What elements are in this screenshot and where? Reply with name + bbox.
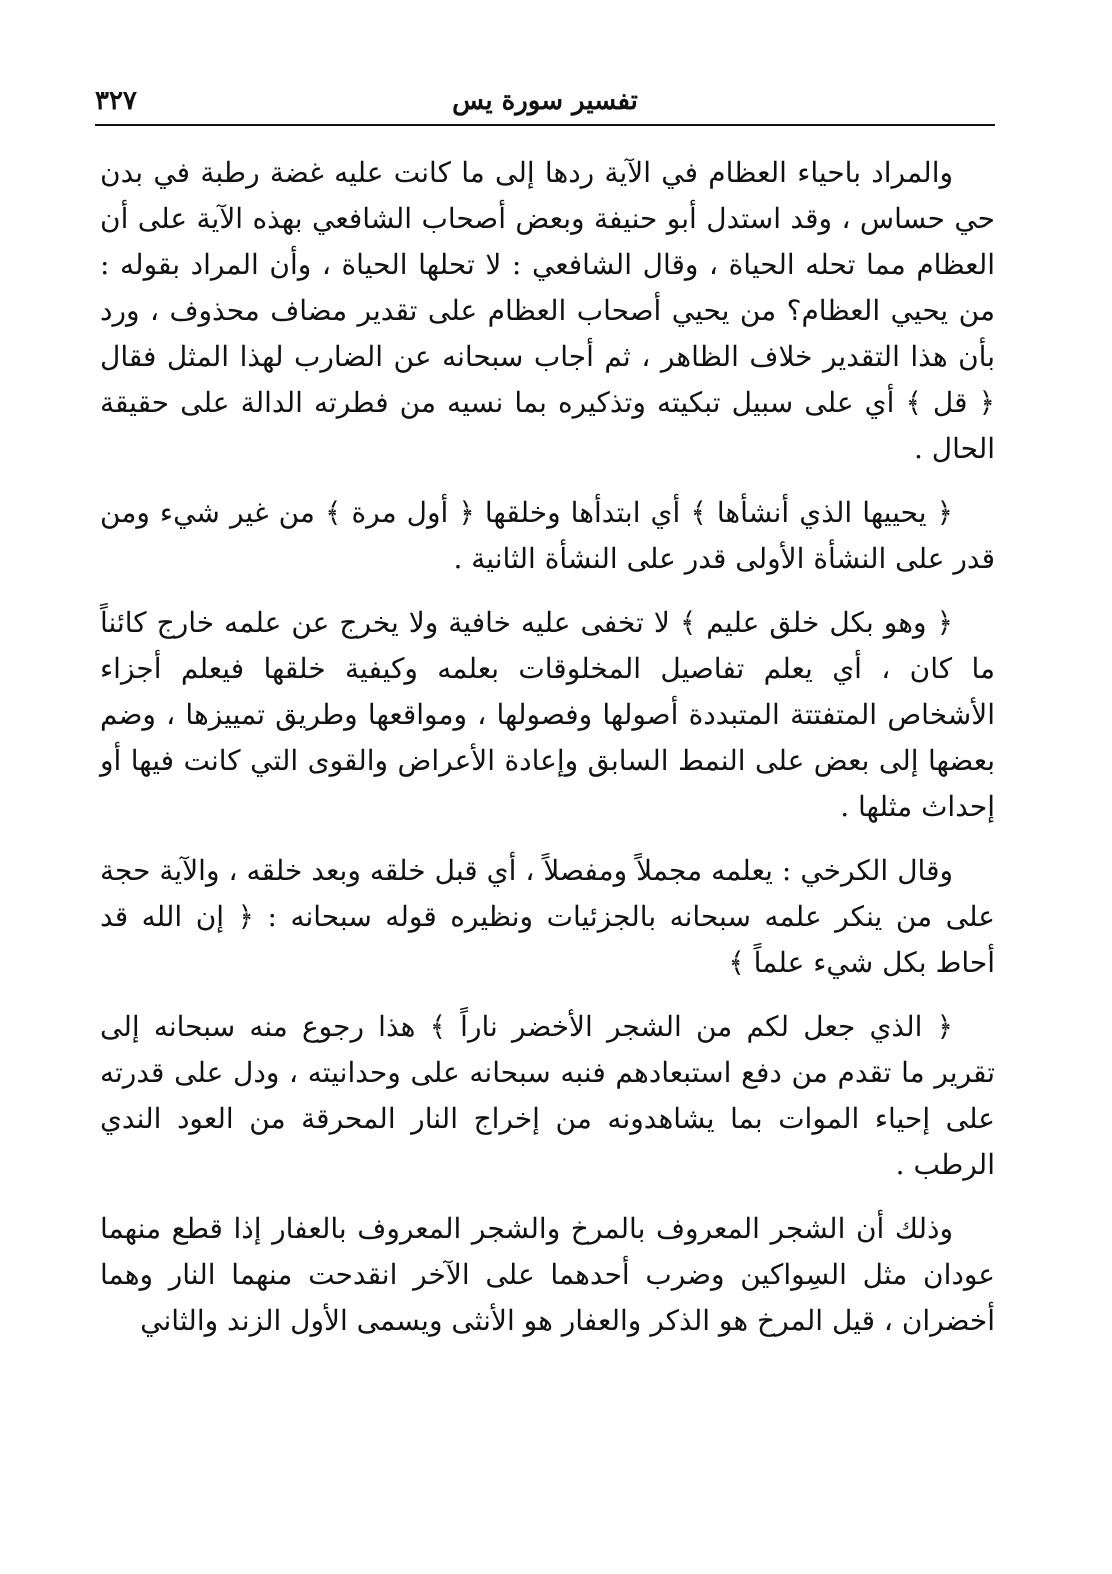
paragraph-1: والمراد باحياء العظام في الآية ردها إلى ما كانت عليه غضة رطبة في بدن حي حساس ، وقد استدل أبو حنيفة وبعض أصحاب الشافعي بهذه الآية على أن العظام مما تحله الحياة ، وقال الشافعي : لا تحلها الحياة ، وأن المراد بقوله : من يحيي العظام؟ من يحيي أصحاب العظام على تقدير مضاف محذوف ، ورد بأن هذا التقدير خلاف الظاهر ، ثم أجاب سبحانه عن الضارب لهذا المثل فقال ﴿ قل ﴾ أي على سبيل تبكيته وتذكيره بما نسيه من فطرته الدالة على حقيقة الحال .: [100, 156, 995, 465]
running-title: تفسير سورة يس: [452, 86, 638, 116]
paragraph-4: وقال الكرخي : يعلمه مجملاً ومفصلاً ، أي قبل خلقه وبعد خلقه ، والآية حجة على من ينكر علمه سبحانه بالجزئيات ونظيره قوله سبحانه : ﴿ إن الله قد أحاط بكل شيء علماً ﴾: [100, 854, 995, 979]
paragraph-6: وذلك أن الشجر المعروف بالمرخ والشجر المعروف بالعفار إذا قطع منهما عودان مثل السِواكين وضرب أحدهما على الآخر انقدحت منهما النار وهما أخضران ، قيل المرخ هو الذكر والعفار هو الأنثى ويسمى الأول الزند والثاني: [100, 1212, 995, 1337]
page-body: [100, 150, 995, 1344]
paragraph-2: ﴿ يحييها الذي أنشأها ﴾ أي ابتدأها وخلقها ﴿ أول مرة ﴾ من غير شيء ومن قدر على النشأة الأولى قدر على النشأة الثانية .: [100, 496, 995, 575]
paragraph-3: ﴿ وهو بكل خلق عليم ﴾ لا تخفى عليه خافية ولا يخرج عن علمه خارج كائناً ما كان ، أي يعلم تفاصيل المخلوقات بعلمه وكيفية خلقها فيعلم أجزاء الأشخاص المتفتتة المتبددة أصولها وفصولها ، ومواقعها وطريق تمييزها ، وضم بعضها إلى بعض على النمط السابق وإعادة الأعراض والقوى التي كانت فيها أو إحداث مثلها .: [100, 606, 995, 823]
header-divider: [95, 124, 995, 126]
page-header: [95, 78, 995, 126]
paragraph-5: ﴿ الذي جعل لكم من الشجر الأخضر ناراً ﴾ هذا رجوع منه سبحانه إلى تقرير ما تقدم من دفع استبعادهم فنبه سبحانه على وحدانيته ، ودل على قدرته على إحياء الموات بما يشاهدونه من إخراج النار المحرقة من العود الندي الرطب .: [100, 1010, 995, 1181]
page-number: ٣٢٧: [95, 86, 137, 116]
